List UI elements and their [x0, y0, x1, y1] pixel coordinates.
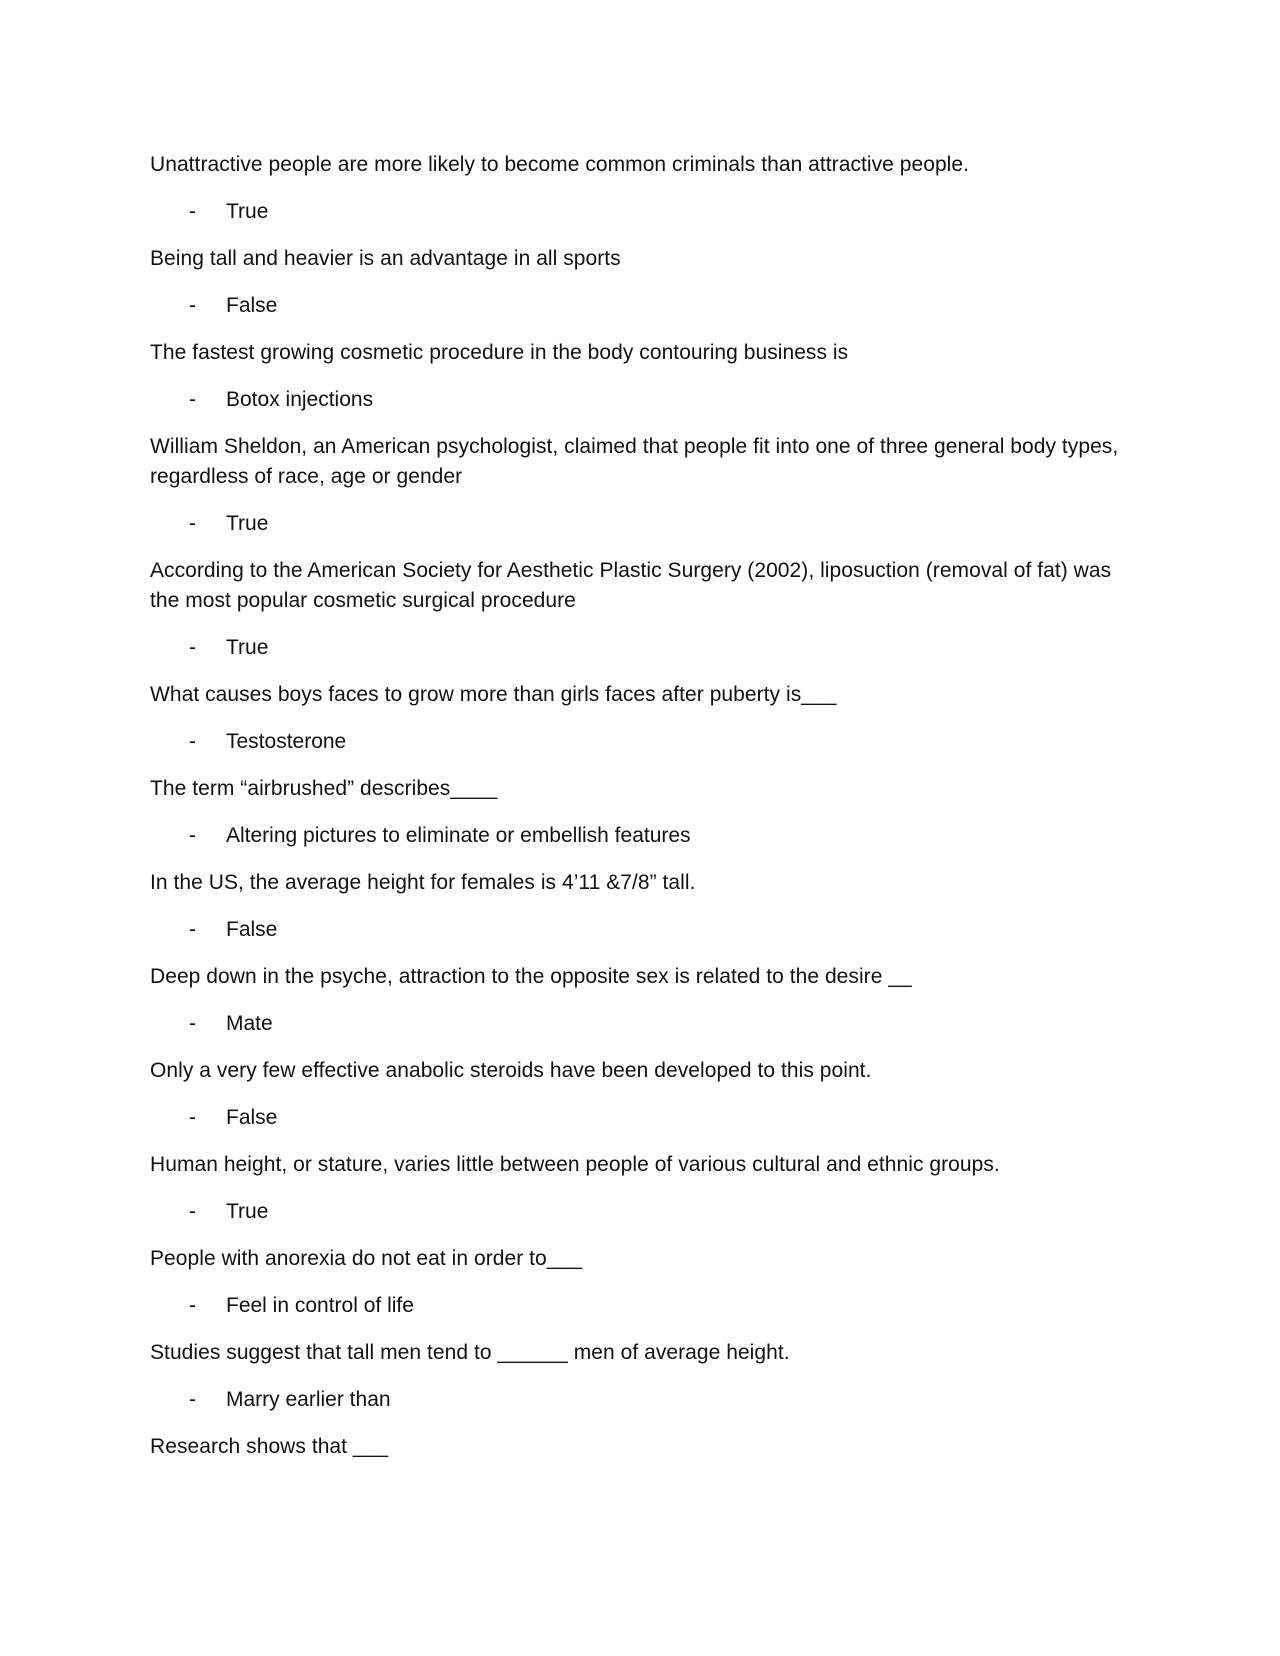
answer-item [150, 1291, 1130, 1321]
question-text: Human height, or stature, varies little between people of various cultural and ethnic groups. [150, 1153, 1000, 1176]
answer-item [150, 197, 1130, 227]
answer-item [150, 1385, 1130, 1415]
question-text: The fastest growing cosmetic procedure in the body contouring business is [150, 341, 849, 364]
bullet-dash: - [189, 730, 196, 753]
answer-item [150, 1009, 1130, 1039]
question-text: Only a very few effective anabolic steroids have been developed to this point. [150, 1059, 872, 1082]
answer-text: True [226, 200, 269, 223]
bullet-dash: - [189, 1294, 196, 1317]
answer-text: True [226, 512, 269, 535]
bullet-dash: - [189, 388, 196, 411]
answer-text: True [226, 636, 269, 659]
question-text: What causes boys faces to grow more than girls faces after puberty is___ [150, 683, 837, 706]
bullet-dash: - [189, 636, 196, 659]
answer-text: False [226, 918, 278, 941]
answer-text: False [226, 1106, 278, 1129]
question-text: According to the American Society for Aesthetic Plastic Surgery (2002), liposuction (removal of fat) was the most popular cosmetic surgical procedure [150, 559, 1112, 612]
answer-item [150, 385, 1130, 415]
question-text: Unattractive people are more likely to become common criminals than attractive people. [150, 153, 970, 176]
question-text: People with anorexia do not eat in order to___ [150, 1247, 582, 1270]
answer-item [150, 633, 1130, 663]
answer-text: Marry earlier than [226, 1388, 391, 1411]
bullet-dash: - [189, 294, 196, 317]
bullet-dash: - [189, 1388, 196, 1411]
bullet-dash: - [189, 200, 196, 223]
question-text: The term “airbrushed” describes____ [150, 777, 498, 800]
bullet-dash: - [189, 1200, 196, 1223]
answer-item [150, 1103, 1130, 1133]
question-text: Studies suggest that tall men tend to ______ men of average height. [150, 1341, 790, 1364]
question-text: Deep down in the psyche, attraction to the opposite sex is related to the desire __ [150, 965, 912, 988]
answer-item [150, 821, 1130, 851]
question-text: Being tall and heavier is an advantage in all sports [150, 247, 621, 270]
answer-text: Feel in control of life [226, 1294, 414, 1317]
answer-text: Testosterone [226, 730, 347, 753]
answer-item [150, 915, 1130, 945]
answer-text: True [226, 1200, 269, 1223]
answer-text: False [226, 294, 278, 317]
bullet-dash: - [189, 918, 196, 941]
answer-text: Altering pictures to eliminate or embellish features [226, 824, 691, 847]
bullet-dash: - [189, 512, 196, 535]
answer-text: Mate [226, 1012, 273, 1035]
bullet-dash: - [189, 1012, 196, 1035]
answer-text: Botox injections [226, 388, 374, 411]
answer-item [150, 291, 1130, 321]
bullet-dash: - [189, 824, 196, 847]
answer-item [150, 509, 1130, 539]
answer-item [150, 1197, 1130, 1227]
document-body [150, 150, 1130, 1479]
question-text: Research shows that ___ [150, 1435, 389, 1458]
answer-item [150, 727, 1130, 757]
question-text: William Sheldon, an American psychologist, claimed that people fit into one of three general body types, regardless of race, age or gender [150, 435, 1119, 488]
bullet-dash: - [189, 1106, 196, 1129]
question-text: In the US, the average height for females is 4’11 &7/8” tall. [150, 871, 696, 894]
